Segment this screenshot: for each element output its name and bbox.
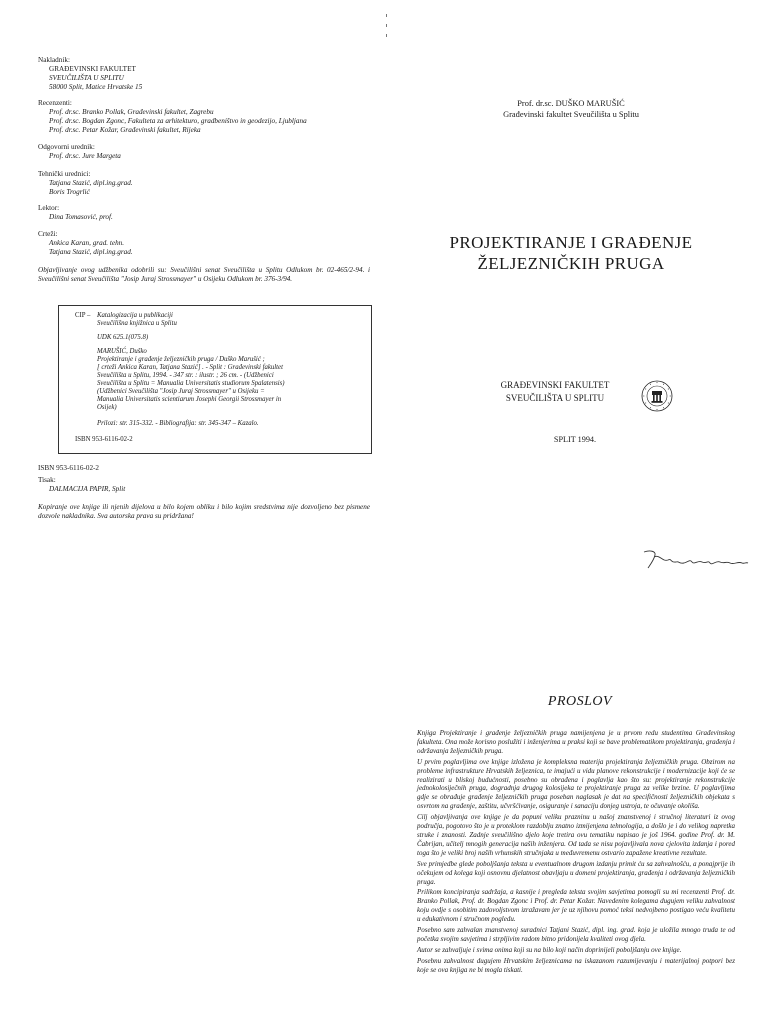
preface-paragraph: Posebno sam zahvalan znanstvenoj suradnici Tatjani Stazić, dipl. ing. grad. koja je uložila mnogo truda te od početka svojim savjetima i strpljivim radom bitno pridonijela kvaliteti ovog djela. [417,926,735,943]
preface-paragraph: Cilj objavljivanja ove knjige je da popuni veliku prazninu u našoj znanstvenoj i stručnoj literaturi iz ovog područja, pogotovo što je u proteklom razdoblju znatno izmijenjena tehnologija, a došlo je i do velikog napretka struke i znanosti. Zadnje sveučilišno djelo koje tretira ovu tematiku napisao je još 1964. godine Prof. dr. M. Čabrijan, učitelj mnogih generacija naših inženjera. Od tada se nisu pojavljivala nova cjelovita izdanja i pored toga što je veliki broj naših vrhunskih stručnjaka u međuvremenu ostvario zapažene kreativne rezultate. [417,813,735,857]
preface-body [417,729,735,977]
preface-paragraph: U prvim poglavljima ove knjige izložena je kompleksna materija projektiranja željezničkih pruga. Obzirom na probleme infrastrukture Hrvatskih željeznica, te imajući u vidu planove rekonstrukcije i modernizacije koji će se realizirati u bliskoj budućnosti, posebno su obrađena i poglavlja kao što su: projektiranje rekonstrukcije jednokolosiječnih pruga, dogradnja drugog kolosijeka te projektiranje pruga za velike brzine. U poglavljima gdje se obrađuje građenje željezničkih pruga poseban naglasak je dat na specifičnosti željezničkih objekata s osvrtom na građenje, zaštitu, učvršćivanje, osiguranje i sanaciju donjeg ustroja, te očuvanje okoliša. [417,757,735,811]
preface-heading: PROSLOV [547,694,613,709]
preface-paragraph: Autor se zahvaljuje i svima onima koji su na bilo koji način doprinijeli poboljšanju ove knjige. [417,945,682,954]
book-title-line1: PROJEKTIRANJE I GRAĐENJE [449,233,693,252]
cip-line: Projektiranje i građenje željezničkih pruga / Duško Marušić ; [97,356,265,363]
cip-label: CIP – [75,312,91,319]
publisher-line: SVEUČILIŠTA U SPLITU [49,74,124,82]
cip-line: [ crteži Ankica Karan, Tatjana Stazić] . - Split : Građevinski fakultet [97,364,283,371]
reviewers-label: Recenzenti: [38,99,72,107]
lector-label: Lektor: [38,204,60,212]
book-title-line2: ŽELJEZNIČKIH PRUGA [477,254,665,273]
cip-udk: UDK 625.1(075.8) [97,334,149,341]
cip-box [58,305,372,454]
imprint-drawings [38,230,370,257]
cip-prilozi: Prilozi: str. 315-332. - Bibliografija: str. 345-347 – Kazalo. [97,420,259,427]
place-year: SPLIT 1994. [553,435,597,444]
editor-line: Prof. dr.sc. Jure Margeta [49,152,121,160]
tech-editors-label: Tehnički urednici: [38,170,91,178]
editor-label: Odgovorni urednik: [38,143,95,151]
imprint-editor [38,143,370,161]
drawings-line: Ankica Karan, grad. tehn. [49,239,125,247]
printer-line: DALMACIJA PAPIR, Split [49,485,126,493]
binding-mark [386,24,387,27]
imprint-lector [38,204,370,222]
publisher-line: GRAĐEVINSKI FAKULTET [49,65,136,73]
preface-paragraph: Knjiga Projektiranje i građenje željezničkih pruga namijenjena je u prvom redu studentima Građevinskog fakulteta. Ona može korisno poslužiti i inženjerima u praksi koji se bave problematikom projektiranja, građenja i održavanja željezničkih pruga. [417,729,735,755]
cip-line: (Udžbenici Sveučilišta "Josip Juraj Strossmayer" u Osijeku = [97,388,265,395]
lector-line: Dina Tomasović, prof. [49,213,113,221]
cip-line: Sveučilišta u Splitu, 1994. - 347 str. : ilustr. ; 26 cm. - (Udžbenici [97,372,274,379]
publisher-line: 58000 Split, Matice Hrvatske 15 [49,83,143,91]
cip-line: Sveučilišta u Splitu = Manualia Universitatis studiorum Spalatensis) [97,380,285,387]
publisher-name-line2: SVEUČILIŠTA U SPLITU [505,393,605,403]
binding-mark [386,34,387,37]
reviewer-line: Prof. dr.sc. Petar Kožar, Građevinski fakultet, Rijeka [49,126,201,134]
preface-paragraph: Sve primjedbe glede poboljšanja teksta u eventualnom drugom izdanju primit ću sa zahvalnošću, a ponajprije ih očekujem od kolega koji osnovnu djelatnost obavljaju u domeni projektiranja, građenja i održavanja željezničkih pruga. [417,859,735,886]
drawings-line: Tatjana Stazić, dipl.ing.grad. [49,248,133,256]
reviewer-line: Prof. dr.sc. Branko Pollak, Građevinski fakultet, Zagrebu [49,108,214,116]
printer-label: Tisak: [38,476,56,484]
copyright-note: Kopiranje ove knjige ili njenih dijelova u bilo kojem obliku i bilo kojim sredstvima nije dozvoljeno bez pismene dozvole nakladnika. Sva autorska prava su pridržana! [38,503,370,520]
reviewer-line: Prof. dr.sc. Bogdan Zgonc, Fakulteta za arhitekturo, gradbeništvo in geodezijo, Ljubljana [49,117,307,125]
cip-line: Manualia Universitatis scientiarum Josephi Georgii Strossmayer in [97,396,282,403]
handwritten-signature [640,548,750,572]
imprint-printer [38,476,370,494]
cip-head-line: Sveučilišna knjižnica u Splitu [97,320,177,327]
imprint-reviewers [38,99,370,135]
tech-editor-line: Tatjana Stazić, dipl.ing.grad. [49,179,133,187]
preface-paragraph: Prilikom koncipiranja sadržaja, a kasnije i pregleda teksta svojim savjetima pomogli su mi recenzenti Prof. dr. Branko Pollak, Prof. dr. Bogdan Zgonc i Prof. dr. Petar Kožar. Navedenim kolegama dugujem veliku zahvalnost koju ovdje s osobitim zadovoljstvom izražavam jer je uz njihovu pomoć teksi nedvojbeno postigao veću kvalitetu u edukativnom i stručnom pogledu. [417,888,735,924]
faculty-seal-icon [641,380,673,412]
cip-line: Osijek) [97,404,117,411]
cip-isbn: ISBN 953-6116-02-2 [75,436,133,443]
isbn: ISBN 953-6116-02-2 [38,464,100,472]
drawings-label: Crteži: [38,230,58,238]
publisher-label: Nakladnik: [38,56,70,64]
cip-line: MARUŠIĆ, Duško [97,348,147,355]
preface-paragraph: Posebnu zahvalnost dugujem Hrvatskim željeznicama na iskazanom razumijevanju i materijalnoj potpori bez koje se ova knjiga ne bi mogla tiskati. [417,956,735,974]
tech-editor-line: Boris Trogrlić [49,188,90,196]
approval-note: Objavljivanje ovog udžbenika odobrili su: Sveučilišni senat Sveučilišta u Splitu Odlukom br. 02-465/2-94. i Sveučilišni senat Sveučilišta "Josip Juraj Strossmayer" u Osijeku Odlukom br. 376-3/94. [38,266,370,283]
imprint-tech-editors [38,170,370,197]
author-affiliation: Građevinski fakultet Sveučilišta u Splitu [503,110,639,119]
author-name: Prof. dr.sc. DUŠKO MARUŠIĆ [517,99,625,108]
imprint-publisher [38,56,370,92]
binding-mark [386,14,387,17]
publisher-name-line1: GRAĐEVINSKI FAKULTET [500,380,610,390]
cip-head-line: Katalogizacija u publikaciji [97,312,173,319]
